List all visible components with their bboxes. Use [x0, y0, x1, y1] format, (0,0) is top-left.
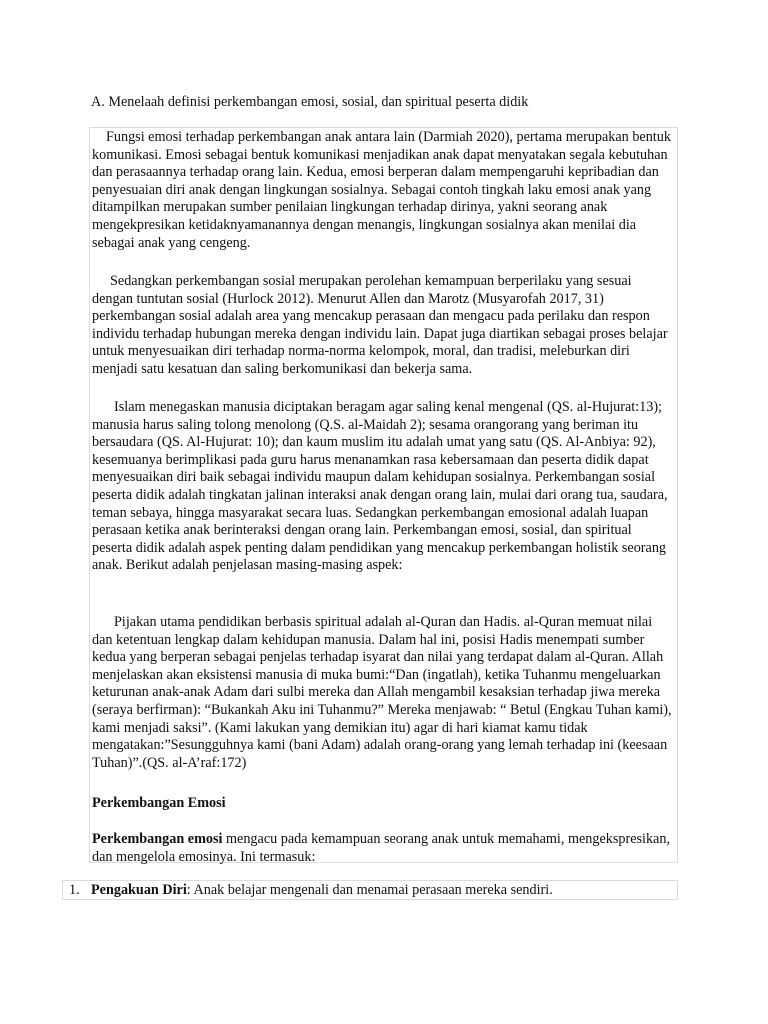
- list-item-description: : Anak belajar mengenali dan menamai perasaan mereka sendiri.: [186, 882, 553, 898]
- subheading-text: Perkembangan Emosi: [92, 795, 226, 811]
- section-heading: A. Menelaah definisi perkembangan emosi, sosial, dan spiritual peserta didik: [91, 94, 529, 110]
- text-box: [89, 127, 678, 863]
- term-definition: mengacu pada kemampuan seorang anak untuk memahami, mengekspresikan, dan mengelola emosinya. Ini termasuk:: [92, 831, 670, 865]
- paragraph-islam-social: Islam menegaskan manusia diciptakan beragam agar saling kenal mengenal (QS. al-Hujurat:13); manusia harus saling tolong menolong (Q.S. al-Maidah 2); sesama orangorang yang beriman itu bersaudara (QS. Al-Hujurat: 10); dan kaum muslim itu adalah umat yang satu (QS. Al-Anbiya: 92), kesemuanya berimplikasi pada guru harus menanamkan rasa kebersamaan dan peserta didik dapat menyesuaikan diri baik sebagai individu maupun dalam kehidupan sosialnya. Perkembangan sosial peserta didik adalah tingkatan jalinan interaksi anak dengan orang lain, mulai dari orang tua, saudara, teman sebaya, hingga masyarakat secara luas. Sedangkan perkembangan emosional adalah luapan perasaan ketika anak berinteraksi dengan orang lain. Perkembangan emosi, sosial, dan spiritual peserta didik adalah aspek penting dalam pendidikan yang mencakup perkembangan holistik seorang anak. Berikut adalah penjelasan masing-masing aspek:: [92, 399, 668, 574]
- paragraph-emotional-definition: [92, 831, 675, 866]
- paragraph-spiritual-basis: Pijakan utama pendidikan berbasis spiritual adalah al-Quran dan Hadis. al-Quran memuat nilai dan ketentuan lengkap dalam kehidupan manusia. Dalam hal ini, posisi Hadis menempati sumber kedua yang berperan sebagai penjelas terhadap isyarat dan nilai yang terdapat dalam al-Quran. Allah menjelaskan akan eksistensi manusia di muka bumi:“Dan (ingatlah), ketika Tuhanmu mengeluarkan keturunan anak-anak Adam dari sulbi mereka dan Allah mengambil kesaksian terhadap jiwa mereka (seraya berfirman): “Bukankah Aku ini Tuhanmu?” Mereka menjawab: “ Betul (Engkau Tuhan kami), kami menjadi saksi”. (Kami lakukan yang demikian itu) agar di hari kiamat kamu tidak mengatakan:”Sesungguhnya kami (bani Adam) adalah orang-orang yang lemah terhadap ini (keesaan Tuhan)”.(QS. al-A’raf:172): [92, 614, 672, 771]
- numbered-list-box: [62, 880, 678, 900]
- paragraph-emotion-function: Fungsi emosi terhadap perkembangan anak antara lain (Darmiah 2020), pertama merupakan bentuk komunikasi. Emosi sebagai bentuk komunikasi menjadikan anak dapat menyatakan segala kebutuhan dan perasaannya terhadap orang lain. Kedua, emosi berperan dalam mempengaruhi kepribadian dan penyesuaian diri anak dengan lingkungan sosialnya. Sebagai contoh tingkah laku emosi anak yang ditampilkan merupakan sumber penilaian lingkungan terhadap dirinya, yakni seorang anak mengekpresikan ketidaknyamanannya dengan menangis, lingkungan sosialnya akan menilai dia sebagai anak yang cengeng.: [92, 129, 671, 251]
- subheading-emotional-development: [92, 795, 675, 813]
- list-item: [91, 882, 553, 900]
- term-bold: Perkembangan emosi: [92, 831, 223, 847]
- list-item-number: 1.: [69, 882, 80, 898]
- list-item-term: Pengakuan Diri: [91, 882, 187, 898]
- paragraph-social-development: Sedangkan perkembangan sosial merupakan perolehan kemampuan berperilaku yang sesuai dengan tuntutan sosial (Hurlock 2012). Menurut Allen dan Marotz (Musyarofah 2017, 31) perkembangan sosial adalah area yang mencakup perasaan dan mengacu pada perilaku dan respon individu terhadap hubungan mereka dengan individu lain. Dapat juga diartikan sebagai proses belajar untuk menyesuaikan diri terhadap norma-norma kelompok, moral, dan tradisi, meleburkan diri menjadi satu kesatuan dan saling berkomunikasi dan bekerja sama.: [92, 273, 668, 377]
